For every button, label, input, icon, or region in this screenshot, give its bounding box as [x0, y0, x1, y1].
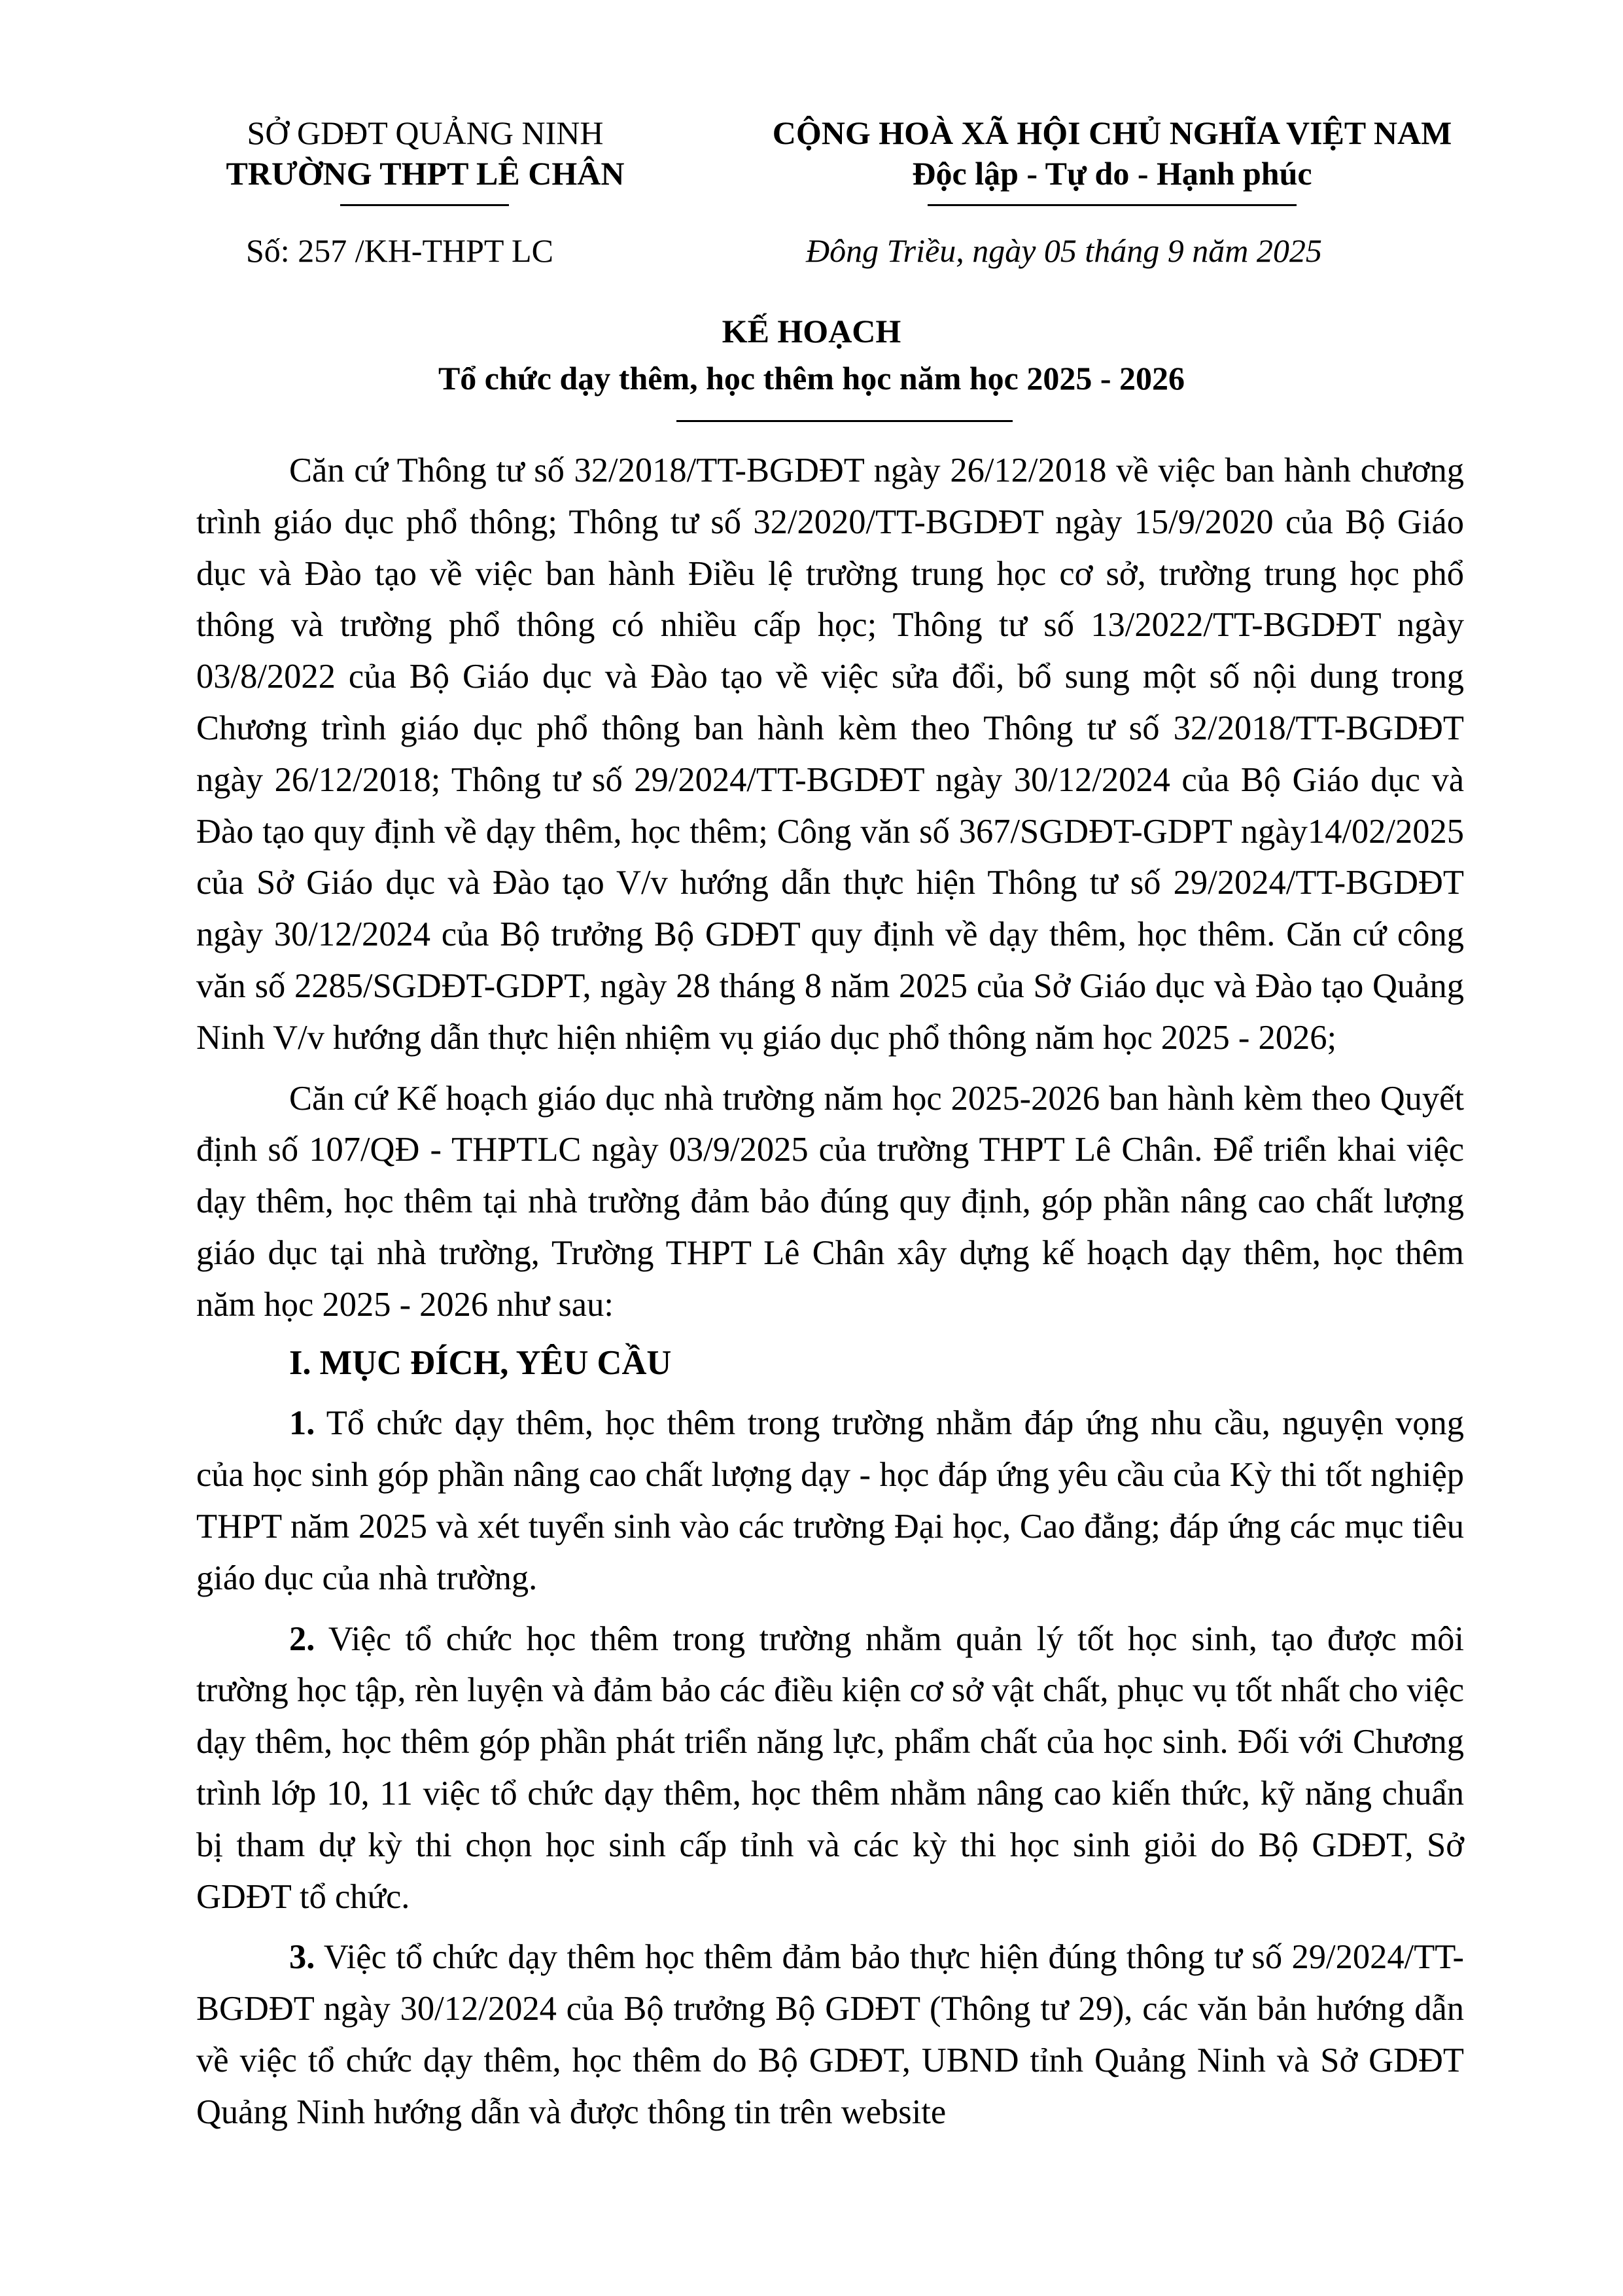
paragraph-plan-basis: Căn cứ Kế hoạch giáo dục nhà trường năm học 2025-2026 ban hành kèm theo Quyết định số 107/QĐ - THPTLC ngày 03/9/2025 của trường THPT Lê Chân. Để triển khai việc dạy thêm, học thêm tại nhà trường đảm bảo đúng quy định, góp phần nâng cao chất lượng giáo dục tại nhà trường, Trường THPT Lê Chân xây dựng kế hoạch dạy thêm, học thêm năm học 2025 - 2026 như sau: [196, 1079, 1464, 1324]
item-number: 1. [289, 1404, 315, 1443]
item-text: Việc tổ chức học thêm trong trường nhằm quản lý tốt học sinh, tạo được môi trường học tập, rèn luyện và đảm bảo các điều kiện cơ sở vật chất, phục vụ tốt nhất cho việc dạy thêm, học thêm góp phần phát triển năng lực, phẩm chất của học sinh. Đối với Chương trình lớp 10, 11 việc tổ chức dạy thêm, học thêm nhằm nâng cao kiến thức, kỹ năng chuẩn bị tham dự kỳ thi chọn học sinh cấp tỉnh và các kỳ thi học sinh giỏi do Bộ GDĐT, Sở GDĐT tổ chức. [196, 1619, 1464, 1916]
title-line-2: Tổ chức dạy thêm, học thêm học năm học 2025 - 2026 [438, 360, 1185, 397]
place-date: Đông Triều, ngày 05 tháng 9 năm 2025 [806, 232, 1322, 269]
item-text: Tổ chức dạy thêm, học thêm trong trường nhằm đáp ứng nhu cầu, nguyện vọng của học sinh góp phần nâng cao chất lượng dạy - học đáp ứng yêu cầu của Kỳ thi tốt nghiệp THPT năm 2025 và xét tuyển sinh vào các trường Đại học, Cao đẳng; đáp ứng các mục tiêu giáo dục của nhà trường. [196, 1404, 1464, 1597]
list-item [196, 1932, 1464, 2138]
list-item [196, 1614, 1464, 1923]
section-heading: I. MỤC ĐÍCH, YÊU CẦU [289, 1343, 672, 1382]
item-text: Việc tổ chức dạy thêm học thêm đảm bảo thực hiện đúng thông tư số 29/2024/TT-BGDĐT ngày 30/12/2024 của Bộ trưởng Bộ GDĐT (Thông tư 29), các văn bản hướng dẫn về việc tổ chức dạy thêm, học thêm do Bộ GDĐT, UBND tỉnh Quảng Ninh và Sở GDĐT Quảng Ninh hướng dẫn và được thông tin trên website [196, 1938, 1464, 2131]
document-title [0, 308, 1623, 402]
school-name-underline [340, 204, 509, 206]
department-name: SỞ GDĐT QUẢNG NINH [247, 115, 604, 151]
list-item [196, 1398, 1464, 1604]
motto-underline [928, 204, 1297, 206]
paragraph-legal-basis: Căn cứ Thông tư số 32/2018/TT-BGDĐT ngày 26/12/2018 về việc ban hành chương trình giáo dục phổ thông; Thông tư số 32/2020/TT-BGDĐT ngày 15/9/2020 của Bộ Giáo dục và Đào tạo về việc ban hành Điều lệ trường trung học cơ sở, trường trung học phổ thông và trường phổ thông có nhiều cấp học; Thông tư số 13/2022/TT-BGDĐT ngày 03/8/2022 của Bộ Giáo dục và Đào tạo về việc sửa đổi, bổ sung một số nội dung trong Chương trình giáo dục phổ thông ban hành kèm theo Thông tư số 32/2018/TT-BGDĐT ngày 26/12/2018; Thông tư số 29/2024/TT-BGDĐT ngày 30/12/2024 của Bộ Giáo dục và Đào tạo quy định về dạy thêm, học thêm; Công văn số 367/SGDĐT-GDPT ngày14/02/2025 của Sở Giáo dục và Đào tạo V/v hướng dẫn thực hiện Thông tư số 29/2024/TT-BGDĐT ngày 30/12/2024 của Bộ trưởng Bộ GDĐT quy định về dạy thêm, học thêm. Căn cứ công văn số 2285/SGDĐT-GDPT, ngày 28 tháng 8 năm 2025 của Sở Giáo dục và Đào tạo Quảng Ninh V/v hướng dẫn thực hiện nhiệm vụ giáo dục phổ thông năm học 2025 - 2026; [196, 451, 1464, 1057]
item-number: 2. [289, 1619, 315, 1658]
title-underline [676, 420, 1013, 422]
motto: Độc lập - Tự do - Hạnh phúc [912, 155, 1312, 192]
country-name: CỘNG HOÀ XÃ HỘI CHỦ NGHĨA VIỆT NAM [772, 115, 1452, 151]
issuing-authority [164, 113, 687, 194]
title-line-1: KẾ HOẠCH [722, 313, 901, 349]
reference-number: Số: 257 /KH-THPT LC [246, 232, 553, 269]
document-body [196, 445, 1464, 2138]
item-number: 3. [289, 1938, 315, 1977]
national-motto [707, 113, 1518, 194]
school-name: TRƯỜNG THPT LÊ CHÂN [226, 155, 625, 192]
